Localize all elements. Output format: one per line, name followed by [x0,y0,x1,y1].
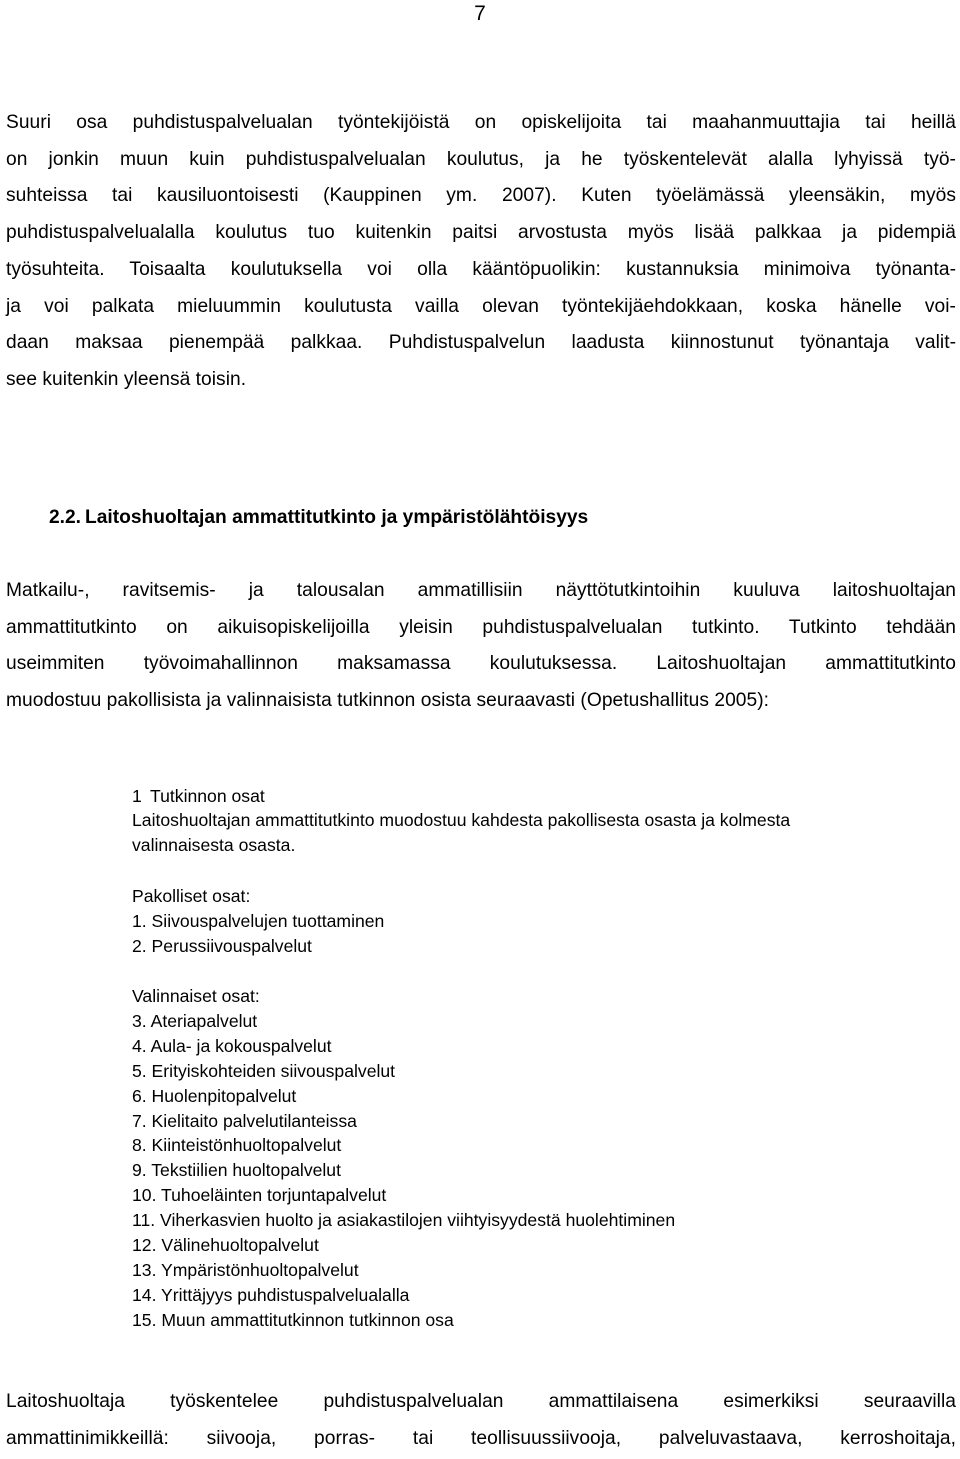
paragraph-line: puhdistuspalvelualalla koulutus tuo kuitenkin paitsi arvostusta myös lisää palkkaa ja pidempiä [6,222,956,244]
paragraph-line: daan maksaa pienempää palkkaa. Puhdistuspalvelun laadusta kiinnostunut työnantaja valit- [6,332,956,354]
list-item: 12. Välinehuoltopalvelut [132,1235,319,1256]
quote-intro-line: valinnaisesta osasta. [132,834,296,855]
list-item: 14. Yrittäjyys puhdistuspalvelualalla [132,1284,410,1305]
list-item: 2. Perussiivouspalvelut [132,935,312,956]
paragraph-line: ja voi palkata mieluummin koulutusta vailla olevan työntekijäehdokkaan, koska hänelle voi- [6,295,956,317]
quote-intro-line: Laitoshuoltajan ammattitutkinto muodostuu kahdesta pakollisesta osasta ja kolmesta [132,810,791,830]
list-item: 9. Tekstiilien huoltopalvelut [132,1160,341,1181]
paragraph-line: Matkailu-, ravitsemis- ja talousalan ammatillisiin näyttötutkintoihin kuuluva laitoshuoltajan [6,580,956,601]
list-item: 1. Siivouspalvelujen tuottaminen [132,910,385,931]
paragraph-line: Laitoshuoltaja työskentelee puhdistuspalvelualan ammattilaisena esimerkiksi seuraavilla [6,1391,956,1412]
list-item: 8. Kiinteistönhuoltopalvelut [132,1135,342,1156]
list-item: 13. Ympäristönhuoltopalvelut [132,1259,359,1280]
paragraph-line: työsuhteita. Toisaalta koulutuksella voi olla kääntöpuolikin: kustannuksia minimoiva työnanta- [6,258,956,280]
paragraph-3 [6,1384,956,1457]
elective-parts [132,984,952,1333]
paragraph-line: muodostuu pakollisista ja valinnaisista tutkinnon osista seuraavasti (Opetushallitus 2005): [6,690,770,712]
paragraph-line: useimmiten työvoimahallinnon maksamassa koulutuksessa. Laitoshuoltajan ammattitutkinto [6,653,956,675]
list-item: 5. Erityiskohteiden siivouspalvelut [132,1060,396,1081]
list-item: 10. Tuhoeläinten torjuntapalvelut [132,1185,387,1206]
paragraph-line: see kuitenkin yleensä toisin. [6,368,247,390]
page-number: 7 [474,2,486,25]
quote-title [132,784,952,809]
section-number: 2.2. [49,507,82,528]
list-item: 3. Ateriapalvelut [132,1010,258,1031]
list-item: 7. Kielitaito palvelutilanteissa [132,1110,357,1131]
section-title: Laitoshuoltajan ammattitutkinto ja ympäristölähtöisyys [85,507,589,528]
paragraph-1 [6,105,956,399]
paragraph-line: on jonkin muun kuin puhdistuspalvelualan koulutus, ja he työskentelevät alalla lyhyissä työ- [6,148,956,170]
quote-title-text: Tutkinnon osat [150,786,265,806]
paragraph-line: ammattinimikkeillä: siivooja, porras- tai teollisuussiivooja, palveluvastaava, kerroshoitaja, [6,1427,956,1449]
paragraph-line: Suuri osa puhdistuspalvelualan työntekijöistä on opiskelijoita tai maahanmuuttajia tai heillä [6,112,956,133]
paragraph-line: ammattitutkinto on aikuisopiskelijoilla yleisin puhdistuspalvelualan tutkinto. Tutkinto tehdään [6,616,956,638]
quote-intro [132,808,952,858]
section-heading [49,502,588,534]
mandatory-heading: Pakolliset osat: [132,886,251,906]
list-item: 6. Huolenpitopalvelut [132,1085,297,1106]
paragraph-line: suhteissa tai kausiluontoisesti (Kauppinen ym. 2007). Kuten työelämässä yleensäkin, myös [6,185,956,207]
list-item: 11. Viherkasvien huolto ja asiakastilojen viihtyisyydestä huolehtiminen [132,1210,676,1231]
list-item: 4. Aula- ja kokouspalvelut [132,1035,332,1056]
paragraph-2 [6,573,956,720]
mandatory-parts [132,884,952,959]
quote-title-number: 1 [132,786,142,806]
list-item: 15. Muun ammattitutkinnon tutkinnon osa [132,1309,454,1330]
elective-heading: Valinnaiset osat: [132,986,260,1006]
